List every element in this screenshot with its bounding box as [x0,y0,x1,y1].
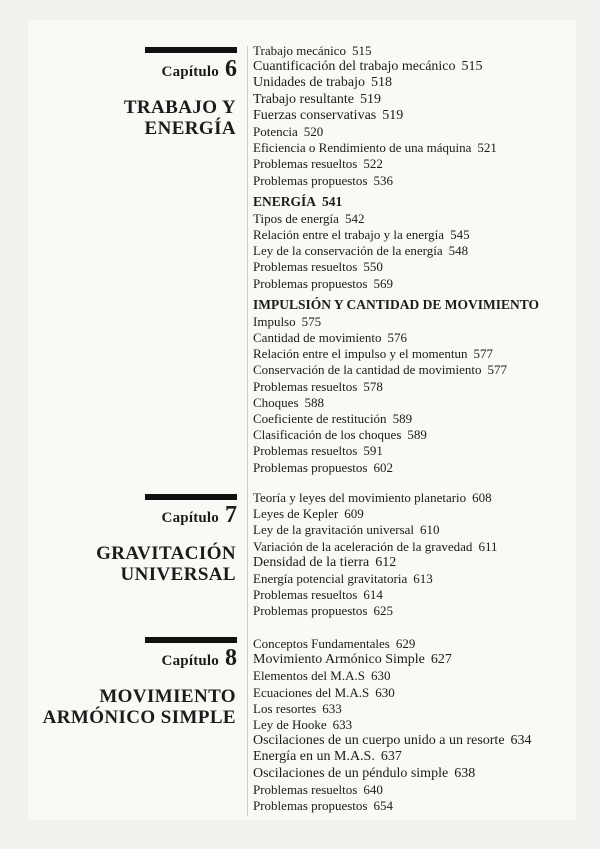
entry-title: Ley de la gravitación universal [253,522,414,538]
toc-entry [253,587,588,603]
entry-page-number: 613 [413,571,433,587]
entry-title: Unidades de trabajo [253,75,365,91]
toc-entry [253,701,588,717]
entry-page-number: 591 [363,443,383,459]
entry-page-number: 633 [332,717,353,733]
entry-page-number: 520 [303,124,324,140]
entry-title: Problemas propuestos [253,172,368,188]
entry-page-number: 611 [478,538,498,554]
entry-page-number: 569 [373,275,393,291]
entry-title: Cuantificación del trabajo mecánico [253,59,456,75]
entry-title: Relación entre el trabajo y la energía [253,227,445,243]
entry-title: Potencia [253,124,298,140]
entry-page-number: 630 [375,684,395,700]
toc-entry [253,75,588,91]
entry-page-number: 515 [352,43,372,58]
entry-page-number: 550 [363,259,383,275]
entry-title: Problemas propuestos [253,798,368,814]
entry-title: Fuerzas conservativas [253,107,377,123]
chapter-entries [253,636,588,814]
entry-title: Ley de la conservación de la energía [253,243,443,259]
entry-title: Problemas resueltos [253,259,358,275]
toc-entry [253,92,588,108]
entry-page-number: 634 [510,733,532,749]
entry-page-number: 638 [454,765,476,781]
toc-entry [253,173,588,189]
toc-entry [253,276,588,292]
entry-title: Clasificación de los choques [253,427,402,443]
entry-page-number: 548 [448,243,469,259]
toc-entry [253,603,588,619]
chapter-label: Capítulo 6 [161,56,237,82]
entry-page-number: 610 [420,522,440,538]
toc-entry [253,782,588,798]
toc-entry [253,395,588,411]
entry-title: Los resortes [253,700,317,716]
toc-entry [253,443,588,459]
toc-entry [253,798,588,814]
toc-entry [253,571,588,587]
entry-title: Oscilaciones de un cuerpo unido a un resorte [253,733,505,749]
entry-title: ENERGÍA [253,193,317,209]
toc-entry [253,314,588,330]
toc-entry [253,522,588,538]
entry-title: Elementos del M.A.S [253,668,365,684]
toc-entry [253,733,588,749]
entry-page-number: 575 [301,313,322,329]
toc-entry [253,555,588,571]
chapter-bar [145,494,237,500]
entry-title: Tipos de energía [253,210,339,226]
entry-page-number: 589 [407,427,427,443]
entry-title: Choques [253,394,299,410]
toc-entry [253,685,588,701]
chapter-number: 7 [225,502,237,528]
entry-title: Ecuaciones del M.A.S [253,684,370,700]
toc-entry [253,460,588,476]
entry-title: Problemas propuestos [253,603,368,619]
entry-page-number: 519 [382,107,404,123]
toc-entry [253,490,588,506]
toc-entry [253,539,588,555]
entry-title: Trabajo resultante [253,91,354,107]
entry-page-number: 541 [322,193,343,209]
toc-entry [253,140,588,156]
entry-title: Densidad de la tierra [253,554,370,570]
entry-page-number: 545 [450,227,470,243]
chapter-title: TRABAJO Y ENERGÍA [123,97,236,139]
entry-page-number: 542 [344,210,365,226]
chapter-title: GRAVITACIÓN UNIVERSAL [96,543,236,585]
entry-title: Leyes de Kepler [253,506,339,522]
toc-entry [253,411,588,427]
entry-title: Problemas resueltos [253,587,358,603]
entry-title: Energía potencial gravitatoria [253,571,408,587]
entry-title: Problemas resueltos [253,378,358,394]
entry-title: Conceptos Fundamentales [253,636,390,651]
toc-entry [253,346,588,362]
entry-page-number: 536 [373,172,393,188]
toc-entry [253,124,588,140]
section-heading [253,296,588,314]
entry-page-number: 625 [373,603,393,619]
chapter-label: Capítulo 7 [161,502,237,528]
toc-entry [253,506,588,522]
chapter-entries [253,43,588,476]
toc-entry [253,668,588,684]
entry-page-number: 588 [304,394,324,410]
entry-title: Problemas resueltos [253,781,358,797]
entry-title: Trabajo mecánico [253,43,347,58]
entry-title: Energía en un M.A.S. [253,749,375,765]
chapter-number: 8 [225,645,237,671]
entry-title: Impulso [253,313,296,329]
toc-entry [253,259,588,275]
entry-title: Oscilaciones de un péndulo simple [253,765,449,781]
toc-entry [253,427,588,443]
chapter-number: 6 [225,56,237,82]
entry-page-number: 654 [373,798,393,814]
entry-page-number: 609 [344,506,364,522]
entry-title: Eficiencia o Rendimiento de una máquina [253,140,472,156]
entry-title: Cantidad de movimiento [253,330,382,346]
toc-entry [253,330,588,346]
toc-entry [253,379,588,395]
column-divider [247,46,248,816]
entry-title: Coeficiente de restitución [253,411,387,427]
entry-page-number: 589 [392,411,413,427]
entry-title: Conservación de la cantidad de movimiento [253,362,482,378]
section-heading [253,193,588,211]
entry-title: IMPULSIÓN Y CANTIDAD DE MOVIMIENTO [253,296,540,312]
entry-page-number: 629 [395,636,416,651]
entry-page-number: 519 [359,91,381,107]
entry-page-number: 637 [380,749,402,765]
entry-page-number: 614 [363,587,383,603]
chapter-bar [145,47,237,53]
toc-entry [253,652,588,668]
entry-page-number: 627 [430,652,452,668]
chapter-entries [253,490,588,620]
entry-page-number: 630 [370,668,391,684]
entry-title: Problemas propuestos [253,275,368,291]
entry-title: Ley de Hooke [253,717,327,733]
entry-page-number: 576 [387,330,408,346]
toc-entry [253,43,588,59]
toc-entry [253,156,588,172]
entry-title: Problemas resueltos [253,443,358,459]
toc-entry [253,211,588,227]
entry-title: Problemas propuestos [253,459,368,475]
entry-page-number: 640 [363,781,383,797]
entry-title: Variación de la aceleración de la gravedad [253,538,473,554]
entry-page-number: 578 [363,378,383,394]
entry-title: Relación entre el impulso y el momentun [253,346,468,362]
toc-entry [253,108,588,124]
entry-page-number: 577 [487,362,508,378]
entry-page-number: 518 [370,75,392,91]
toc-entry [253,362,588,378]
chapter-bar [145,637,237,643]
toc-entry [253,717,588,733]
entry-page-number: 522 [363,156,383,172]
entry-page-number: 602 [373,459,393,475]
entry-title: Movimiento Armónico Simple [253,652,425,668]
toc-entry [253,243,588,259]
toc-entry [253,749,588,765]
entry-title: Problemas resueltos [253,156,358,172]
toc-entry [253,766,588,782]
chapter-label: Capítulo 8 [161,645,237,671]
toc-entry [253,59,588,75]
entry-page-number: 612 [375,554,397,570]
entry-page-number: 515 [461,59,483,75]
entry-title: Teoría y leyes del movimiento planetario [253,490,467,505]
entry-page-number: 608 [472,490,492,505]
chapter-title: MOVIMIENTO ARMÓNICO SIMPLE [42,686,236,728]
toc-entry [253,636,588,652]
entry-page-number: 577 [473,346,493,362]
entry-page-number: 521 [477,140,497,156]
toc-entry [253,227,588,243]
entry-page-number: 633 [322,700,342,716]
